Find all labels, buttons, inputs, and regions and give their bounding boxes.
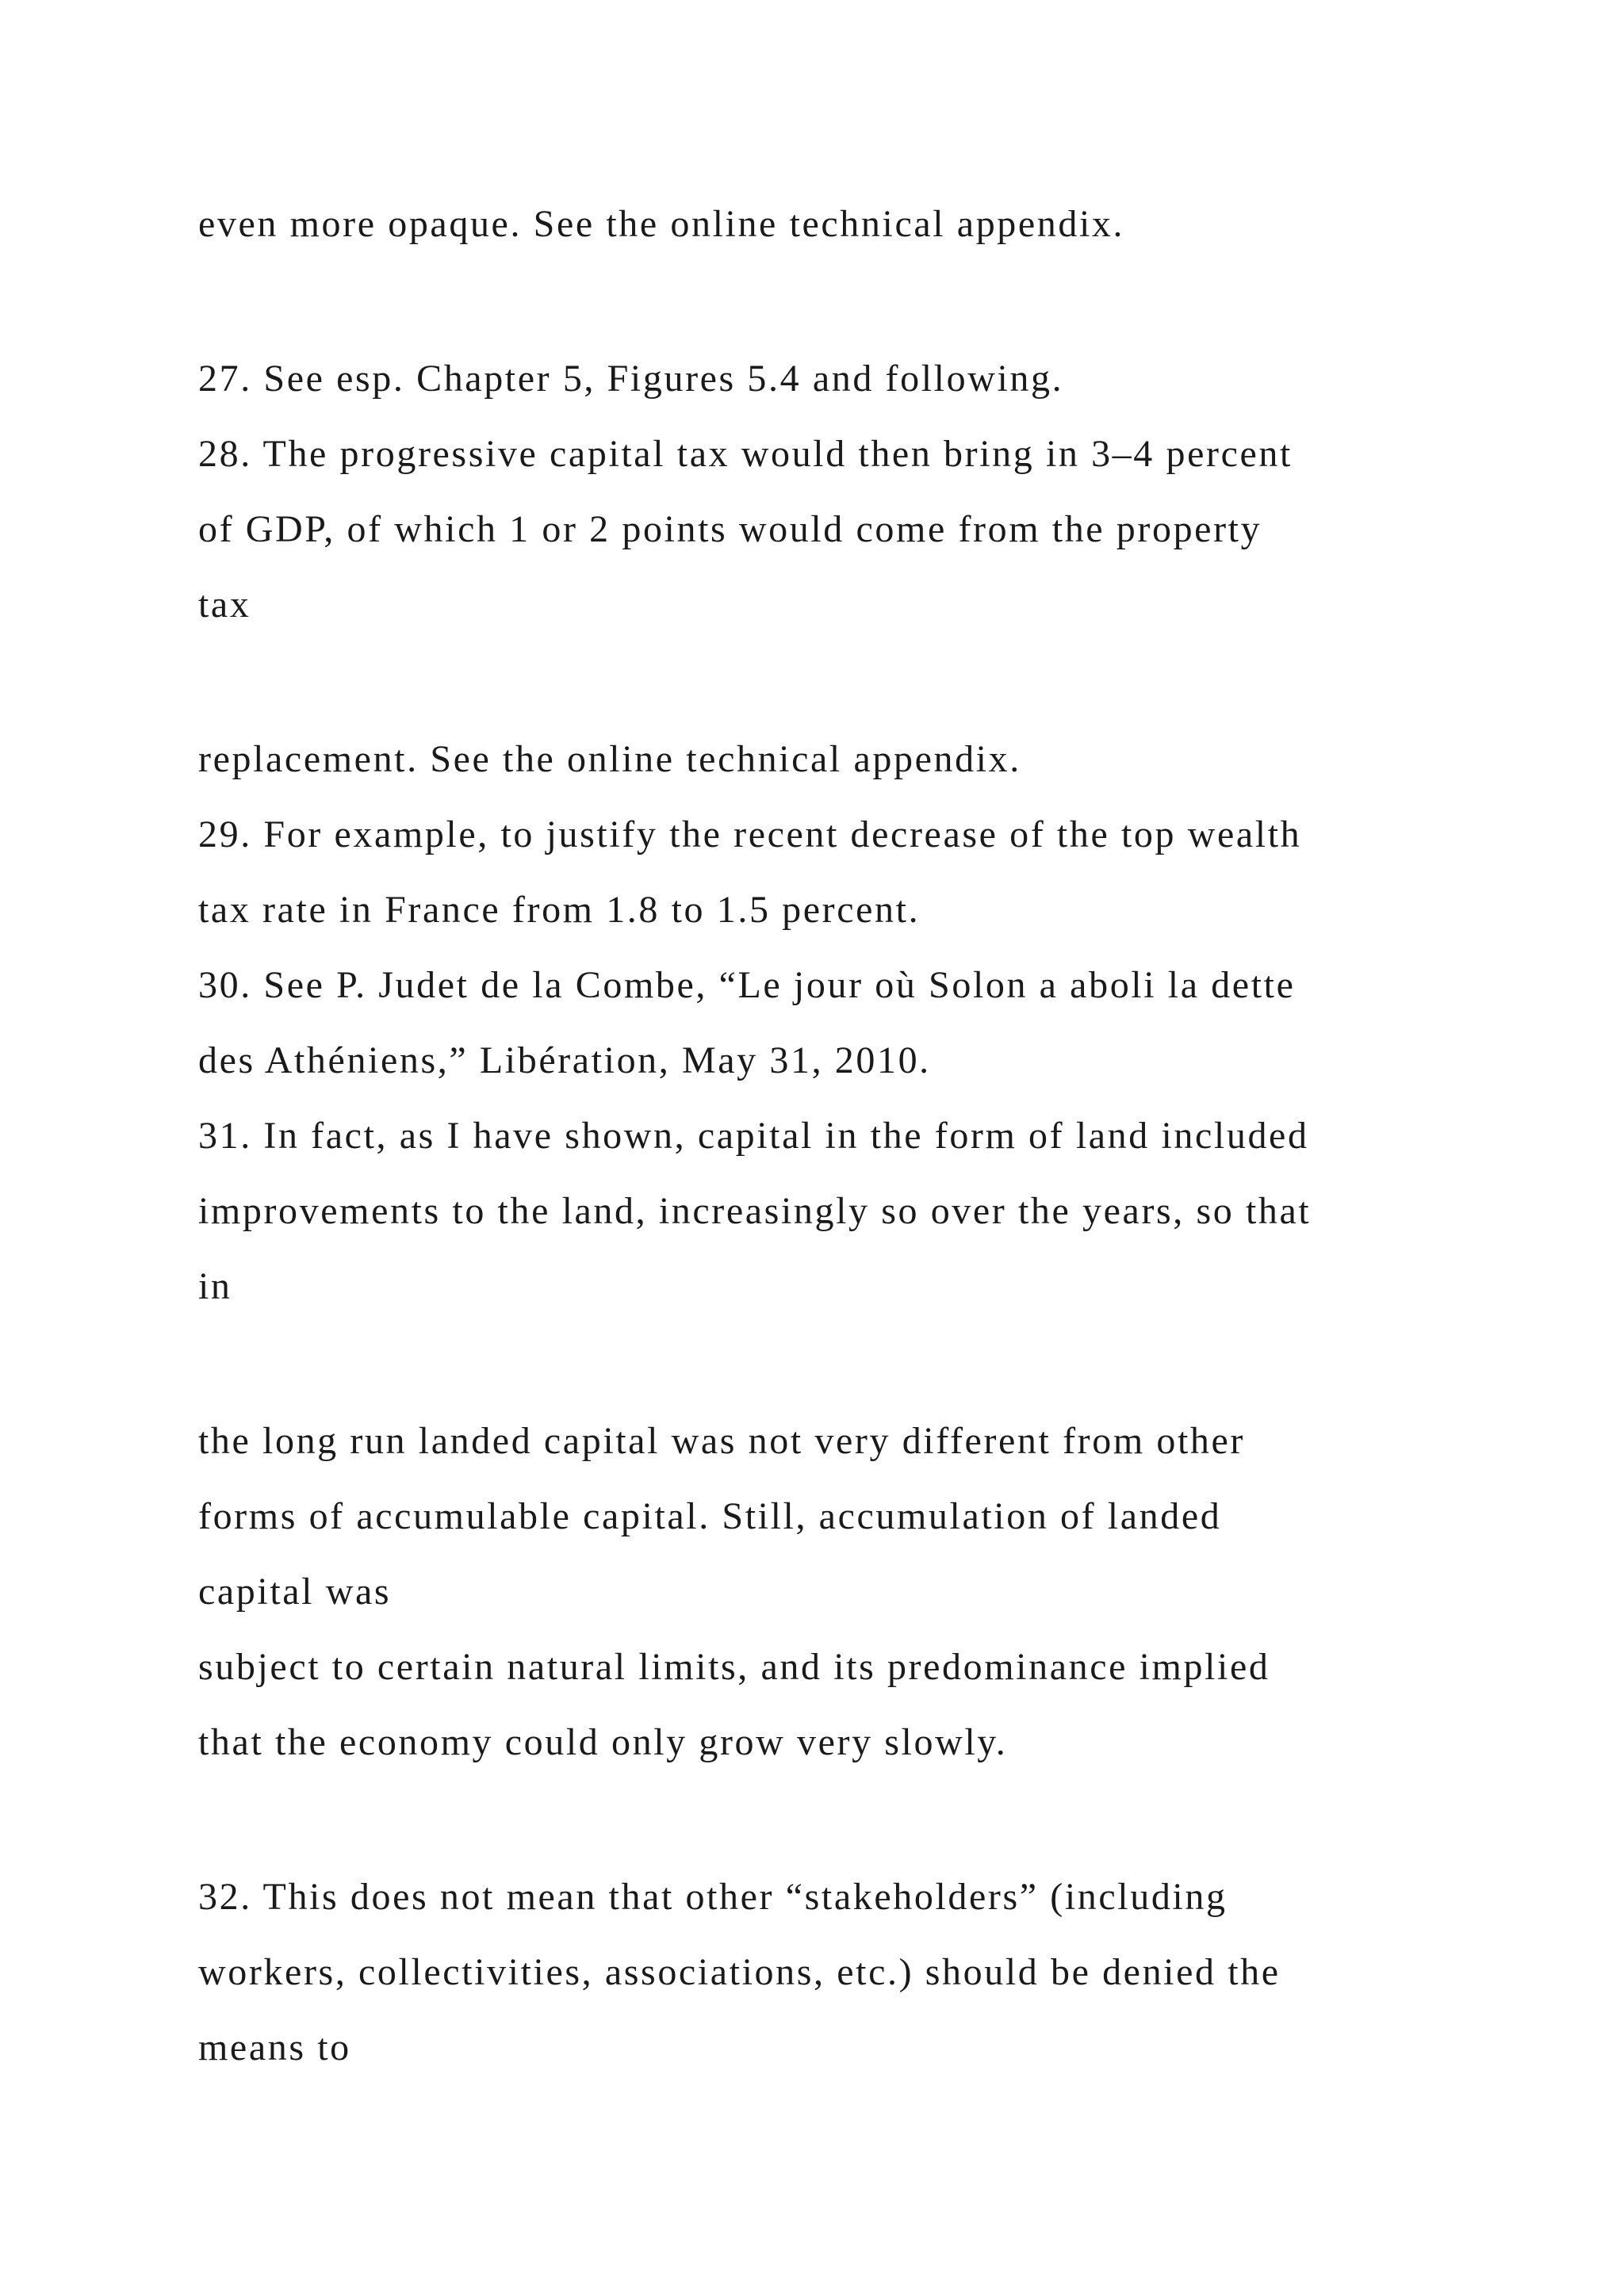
footnote-27-line: 27. See esp. Chapter 5, Figures 5.4 and following. bbox=[198, 358, 1064, 400]
text-line: the long run landed capital was not very different from other bbox=[198, 1420, 1245, 1462]
text-line: des Athéniens,” Libération, May 31, 2010. bbox=[198, 1039, 931, 1081]
text-line: workers, collectivities, associations, etc.) should be denied the bbox=[198, 1951, 1281, 1993]
text-line: in bbox=[198, 1265, 232, 1307]
text-line: tax bbox=[198, 584, 251, 626]
footnote-32-line: 32. This does not mean that other “stakeholders” (including bbox=[198, 1876, 1228, 1918]
text-line: tax rate in France from 1.8 to 1.5 percent. bbox=[198, 889, 921, 931]
text-line: even more opaque. See the online technical appendix. bbox=[198, 203, 1125, 245]
footnote-31-line: 31. In fact, as I have shown, capital in the form of land included bbox=[198, 1115, 1309, 1157]
footnote-29-line: 29. For example, to justify the recent decrease of the top wealth bbox=[198, 813, 1302, 855]
footnote-30-line: 30. See P. Judet de la Combe, “Le jour où Solon a aboli la dette bbox=[198, 964, 1296, 1006]
text-line: capital was bbox=[198, 1571, 392, 1613]
text-line: improvements to the land, increasingly so over the years, so that bbox=[198, 1190, 1312, 1232]
text-line: forms of accumulable capital. Still, accumulation of landed bbox=[198, 1495, 1222, 1537]
text-line: subject to certain natural limits, and its predominance implied bbox=[198, 1646, 1270, 1688]
text-line: of GDP, of which 1 or 2 points would come from the property bbox=[198, 508, 1262, 550]
text-line: replacement. See the online technical appendix. bbox=[198, 738, 1021, 780]
text-line: that the economy could only grow very slowly. bbox=[198, 1721, 1008, 1763]
footnote-28-line: 28. The progressive capital tax would then bring in 3–4 percent bbox=[198, 433, 1293, 475]
text-line: means to bbox=[198, 2026, 351, 2068]
